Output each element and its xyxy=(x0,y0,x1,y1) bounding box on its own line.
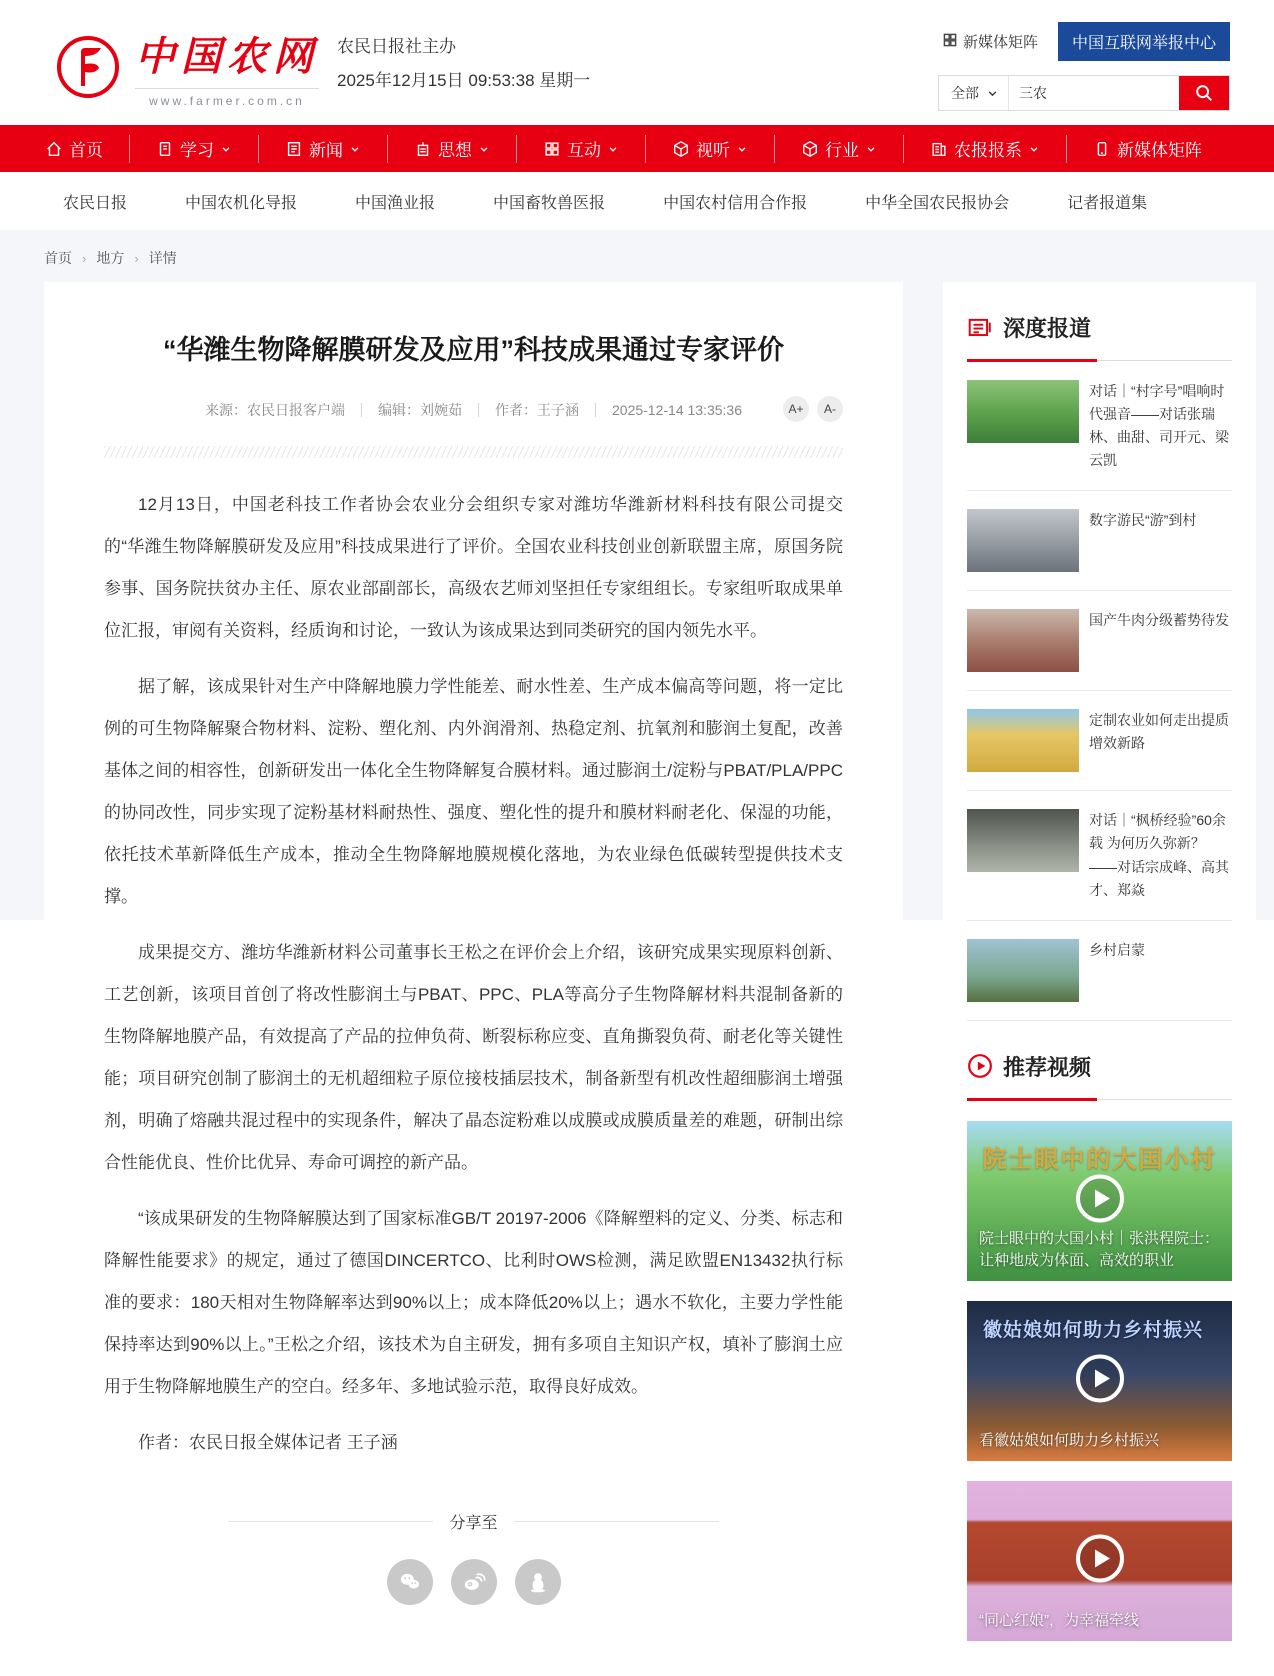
deep-report-title[interactable]: 国产牛肉分级蓄势待发 xyxy=(1089,612,1229,629)
qq-icon xyxy=(525,1569,551,1595)
chevron-down-icon xyxy=(607,143,619,155)
weibo-icon xyxy=(461,1569,487,1595)
share-label: 分享至 xyxy=(449,1514,498,1532)
play-button-icon[interactable] xyxy=(1074,1532,1126,1589)
deep-reports-icon xyxy=(967,315,993,341)
site-logo[interactable] xyxy=(55,0,319,125)
search-bar xyxy=(938,75,1230,111)
subnav-item-yuye[interactable]: 中国渔业报 xyxy=(355,194,436,212)
thought-icon xyxy=(414,140,432,158)
video-caption: 看徽姑娘如何助力乡村振兴 xyxy=(979,1432,1160,1450)
organizer-block xyxy=(337,0,590,125)
interact-grid-icon xyxy=(543,140,561,158)
deep-report-item[interactable] xyxy=(967,921,1232,1021)
top-header xyxy=(0,0,1274,125)
newspaper-icon xyxy=(930,140,948,158)
man-by-lake-thumb xyxy=(967,939,1079,1002)
deep-report-item[interactable] xyxy=(967,362,1232,491)
search-input[interactable] xyxy=(1009,76,1179,110)
chevron-down-icon xyxy=(1028,143,1040,155)
font-decrease-button[interactable]: A- xyxy=(817,396,843,422)
deep-reports-header xyxy=(967,312,1232,343)
share-divider-line xyxy=(514,1521,719,1522)
videos-title: 推荐视频 xyxy=(1003,1054,1092,1080)
article-editor: 编辑：刘婉茹 xyxy=(378,401,462,418)
chevron-down-icon xyxy=(478,143,490,155)
nav-item-media-matrix[interactable]: 新媒体矩阵 xyxy=(1066,135,1228,163)
subnav-item-xumu[interactable]: 中国畜牧兽医报 xyxy=(493,194,606,212)
chevron-down-icon xyxy=(349,143,361,155)
nav-item-interact[interactable]: 互动 xyxy=(516,135,645,163)
article-card xyxy=(44,282,903,1665)
farmer-logo-icon xyxy=(55,34,121,100)
pavilion-meeting-thumb xyxy=(967,809,1079,872)
qq-share-button[interactable] xyxy=(515,1559,561,1605)
search-button[interactable] xyxy=(1179,76,1229,110)
video-cube-icon xyxy=(672,140,690,158)
font-increase-button[interactable]: A+ xyxy=(783,396,809,422)
chevron-down-icon xyxy=(865,143,877,155)
video-caption: “同心红娘”，为幸福牵线 xyxy=(979,1612,1139,1630)
grid-icon xyxy=(942,32,958,52)
industry-cube-icon xyxy=(801,140,819,158)
video-item[interactable] xyxy=(967,1481,1232,1641)
header-datetime: 2025年12月15日 09:53:38 星期一 xyxy=(337,71,591,90)
share-divider-line xyxy=(228,1521,433,1522)
deep-report-title[interactable]: 对话｜“村字号”唱响时代强音——对话张瑞林、曲甜、司开元、梁云凯 xyxy=(1089,383,1229,469)
book-icon xyxy=(156,140,174,158)
nav-item-news[interactable]: 新闻 xyxy=(258,135,387,163)
subnav-item-xinyong[interactable]: 中国农村信用合作报 xyxy=(663,194,808,212)
breadcrumb-separator: › xyxy=(82,250,87,266)
nav-item-study[interactable]: 学习 xyxy=(129,135,258,163)
article-body xyxy=(104,484,843,1464)
breadcrumb xyxy=(0,230,1274,282)
nav-item-industry[interactable]: 行业 xyxy=(774,135,903,163)
chevron-down-icon xyxy=(987,88,998,99)
media-matrix-label: 新媒体矩阵 xyxy=(962,34,1038,51)
article-source: 来源：农民日报客户端 xyxy=(205,401,345,418)
section-underline xyxy=(967,1098,1232,1101)
wechat-icon xyxy=(397,1569,423,1595)
breadcrumb-separator: › xyxy=(134,250,139,266)
deep-report-item[interactable] xyxy=(967,691,1232,791)
weibo-share-button[interactable] xyxy=(451,1559,497,1605)
share-icons xyxy=(104,1559,843,1605)
media-matrix-link[interactable] xyxy=(942,31,1038,52)
wechat-share-button[interactable] xyxy=(387,1559,433,1605)
site-name: 中国农网 xyxy=(135,34,319,79)
subnav-item-jizhe[interactable]: 记者报道集 xyxy=(1067,194,1148,212)
news-icon xyxy=(285,140,303,158)
deep-report-title[interactable]: 数字游民“游”到村 xyxy=(1089,512,1197,529)
sub-nav xyxy=(0,172,1274,230)
nav-item-newspaper-series[interactable]: 农报报系 xyxy=(903,135,1066,163)
play-button-icon[interactable] xyxy=(1074,1172,1126,1229)
deep-report-item[interactable] xyxy=(967,791,1232,920)
article-meta xyxy=(104,400,843,420)
subnav-item-nmrb[interactable]: 农民日报 xyxy=(63,194,128,212)
deep-report-title[interactable]: 定制农业如何走出提质增效新路 xyxy=(1089,712,1229,752)
search-category-value: 全部 xyxy=(951,85,979,101)
subnav-item-njh[interactable]: 中国农机化导报 xyxy=(185,194,298,212)
farm-illustration-thumb xyxy=(967,709,1079,772)
mobile-icon xyxy=(1093,140,1111,158)
article-author-line: 作者：农民日报全媒体记者 王子涵 xyxy=(138,1432,398,1452)
share-row xyxy=(104,1510,843,1533)
nav-item-home[interactable]: 首页 xyxy=(45,135,129,163)
video-overlay-title: 徽姑娘如何助力乡村振兴 xyxy=(983,1319,1204,1341)
article-title: “华潍生物降解膜研发及应用”科技成果通过专家评价 xyxy=(163,335,784,365)
sidebar xyxy=(943,282,1256,1671)
deep-reports-title: 深度报道 xyxy=(1003,316,1092,341)
nav-item-thought[interactable]: 思想 xyxy=(387,135,516,163)
marathon-crowd-thumb xyxy=(967,380,1079,443)
article-paragraph: 据了解，该成果针对生产中降解地膜力学性能差、耐水性差、生产成本偏高等问题，将一定比例的可生物降解聚合物材料、淀粉、塑化剂、内外润滑剂、热稳定剂、抗氧剂和膨润土复配，改善基体之间的相容性，创新研发出一体化全生物降解复合膜材料。通过膨润土/淀粉与PBAT/PLA/PPC的协同改性，同步实现了淀粉基材料耐热性、强度、塑化性的提升和膜材料耐老化、保湿的功能，依托技术革新降低生产成本，推动全生物降解地膜规模化落地，为农业绿色低碳转型提供技术支撑。 xyxy=(104,676,843,906)
video-item[interactable] xyxy=(967,1121,1232,1281)
site-url: www.farmer.com.cn xyxy=(135,88,319,108)
organizer-text: 农民日报社主办 xyxy=(337,37,456,56)
report-center-button[interactable]: 中国互联网举报中心 xyxy=(1058,22,1230,61)
video-item[interactable] xyxy=(967,1301,1232,1461)
breadcrumb-home[interactable]: 首页 xyxy=(44,250,72,266)
play-button-icon[interactable] xyxy=(1074,1352,1126,1409)
office-interior-thumb xyxy=(967,509,1079,572)
section-underline xyxy=(967,359,1232,362)
breadcrumb-detail: 详情 xyxy=(148,250,177,266)
breadcrumb-region[interactable]: 地方 xyxy=(96,250,125,266)
search-category-select[interactable] xyxy=(939,76,1009,110)
videos-header xyxy=(967,1051,1232,1082)
article-datetime: 2025-12-14 13:35:36 xyxy=(612,401,742,418)
article-paragraph: 12月13日，中国老科技工作者协会农业分会组织专家对潍坊华潍新材料科技有限公司提交的“华潍生物降解膜研发及应用”科技成果进行了评价。全国农业科技创业创新联盟主席，原国务院参事、国务院扶贫办主任、原农业部副部长，高级农艺师刘坚担任专家组组长。专家组听取成果单位汇报，审阅有关资料，经质询和讨论，一致认为该成果达到同类研究的国内领先水平。 xyxy=(104,494,843,640)
subnav-item-xiehui[interactable]: 中华全国农民报协会 xyxy=(865,194,1010,212)
search-icon xyxy=(1194,83,1214,103)
chevron-down-icon xyxy=(220,143,232,155)
hatched-divider xyxy=(104,446,843,458)
nav-item-video[interactable]: 视听 xyxy=(645,135,774,163)
main-nav xyxy=(0,125,1274,172)
article-author: 作者：王子涵 xyxy=(495,401,579,418)
home-icon xyxy=(45,140,63,158)
deep-report-item[interactable] xyxy=(967,491,1232,591)
deep-report-item[interactable] xyxy=(967,591,1232,691)
video-caption: 院士眼中的大国小村｜张洪程院士：让种地成为体面、高效的职业 xyxy=(979,1229,1220,1270)
article-paragraph: 成果提交方、潍坊华潍新材料公司董事长王松之在评价会上介绍，该研究成果实现原料创新、工艺创新，该项目首创了将改性膨润土与PBAT、PPC、PLA等高分子生物降解材料共混制备新的生物降解地膜产品，有效提高了产品的拉伸负荷、断裂标称应变、直角撕裂负荷、耐老化等关键性能；项目研究创制了膨润土的无机超细粒子原位接枝插层技术，制备新型有机改性超细膨润土增强剂，明确了熔融共混过程中的实现条件，解决了晶态淀粉难以成膜或成膜质量差的难题，研制出综合性能优良、性价比优异、寿命可调控的新产品。 xyxy=(104,942,843,1172)
chevron-down-icon xyxy=(736,143,748,155)
beef-counter-thumb xyxy=(967,609,1079,672)
deep-report-title[interactable]: 乡村启蒙 xyxy=(1089,941,1145,958)
video-overlay-title: 院士眼中的大国小村 xyxy=(982,1146,1217,1173)
deep-report-title[interactable]: 对话｜“枫桥经验”60余载 为何历久弥新？——对话宗成峰、高其才、郑焱 xyxy=(1089,812,1229,898)
article-paragraph: “该成果研发的生物降解膜达到了国家标准GB/T 20197-2006《降解塑料的定义、分类、标志和降解性能要求》的规定，通过了德国DINCERTCO、比利时OWS检测，满足欧盟EN13432执行标准的要求：180天相对生物降解率达到90%以上；成本降低20%以上；遇水不软化，主要力学性能保持率达到90%以上。”王松之介绍，该技术为自主研发，拥有多项自主知识产权，填补了膨润土应用于生物降解地膜生产的空白。经多年、多地试验示范，取得良好成效。 xyxy=(104,1208,843,1396)
play-circle-icon xyxy=(967,1053,993,1079)
